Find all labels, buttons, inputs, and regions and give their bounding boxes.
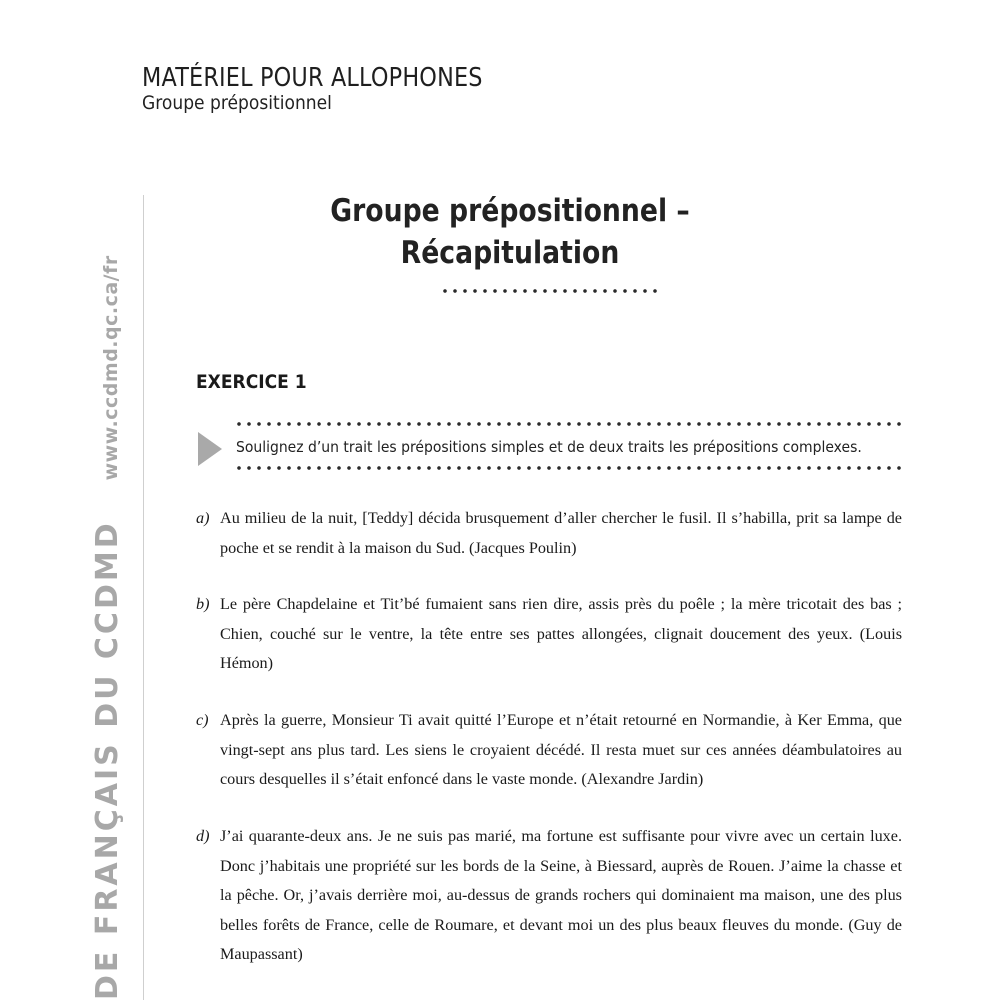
exercise-item-c — [196, 706, 902, 795]
exercise-item-b — [196, 590, 902, 679]
side-brand-name: DE FRANÇAIS DU CCDMD — [90, 520, 125, 1000]
instruction-dotted-rule-bottom — [234, 466, 902, 470]
item-text: Au milieu de la nuit, [Teddy] décida brusquement d’aller chercher le fusil. Il s’habilla, prit sa lampe de poche et se rendit à la maison du Sud. (Jacques Poulin) — [220, 509, 902, 557]
page-title — [300, 190, 720, 274]
item-letter: a) — [196, 509, 210, 527]
header-subtitle: Groupe prépositionnel — [142, 92, 332, 114]
page-header — [142, 62, 538, 114]
exercise-item-d — [196, 822, 902, 970]
side-brand-url: www.ccdmd.qc.ca/fr — [100, 255, 122, 481]
side-brand — [90, 255, 125, 1000]
page-title-line-1: Groupe prépositionnel – — [330, 193, 690, 229]
title-dotted-rule — [440, 289, 662, 293]
item-letter: b) — [196, 595, 210, 613]
exercise-instruction: Soulignez d’un trait les prépositions simples et de deux traits les prépositions complexes. — [236, 438, 862, 456]
item-text: J’ai quarante-deux ans. Je ne suis pas marié, ma fortune est suffisante pour vivre avec un certain luxe. Donc j’habitais une propriété sur les bords de la Seine, à Biessard, auprès de Rouen. J’aime la chasse et la pêche. Or, j’avais derrière moi, au-dessus de grands rochers qui dominaient ma maison, une des plus belles forêts de France, celle de Roumare, et devant moi un des plus beaux fleuves du monde. (Guy de Maupassant) — [220, 827, 902, 963]
exercise-heading: EXERCICE 1 — [196, 371, 307, 393]
header-title: MATÉRIEL POUR ALLOPHONES — [142, 63, 483, 93]
item-text: Le père Chapdelaine et Tit’bé fumaient sans rien dire, assis près du poêle ; la mère tricotait des bas ; Chien, couché sur le ventre, la tête entre ses pattes allongées, clignait doucement des yeux. (Louis Hémon) — [220, 595, 902, 672]
item-letter: d) — [196, 827, 210, 845]
instruction-dotted-rule-top — [234, 422, 902, 426]
side-divider — [143, 195, 144, 1000]
triangle-arrow-icon — [198, 432, 222, 466]
item-letter: c) — [196, 711, 209, 729]
page-title-line-2: Récapitulation — [400, 235, 620, 271]
exercise-item-a — [196, 504, 902, 563]
item-text: Après la guerre, Monsieur Ti avait quitté l’Europe et n’était retourné en Normandie, à Ker Emma, que vingt-sept ans plus tard. Les siens le croyaient décédé. Il resta muet sur ces années déambulatoires au cours desquelles il s’était enfoncé dans le vaste monde. (Alexandre Jardin) — [220, 711, 902, 788]
